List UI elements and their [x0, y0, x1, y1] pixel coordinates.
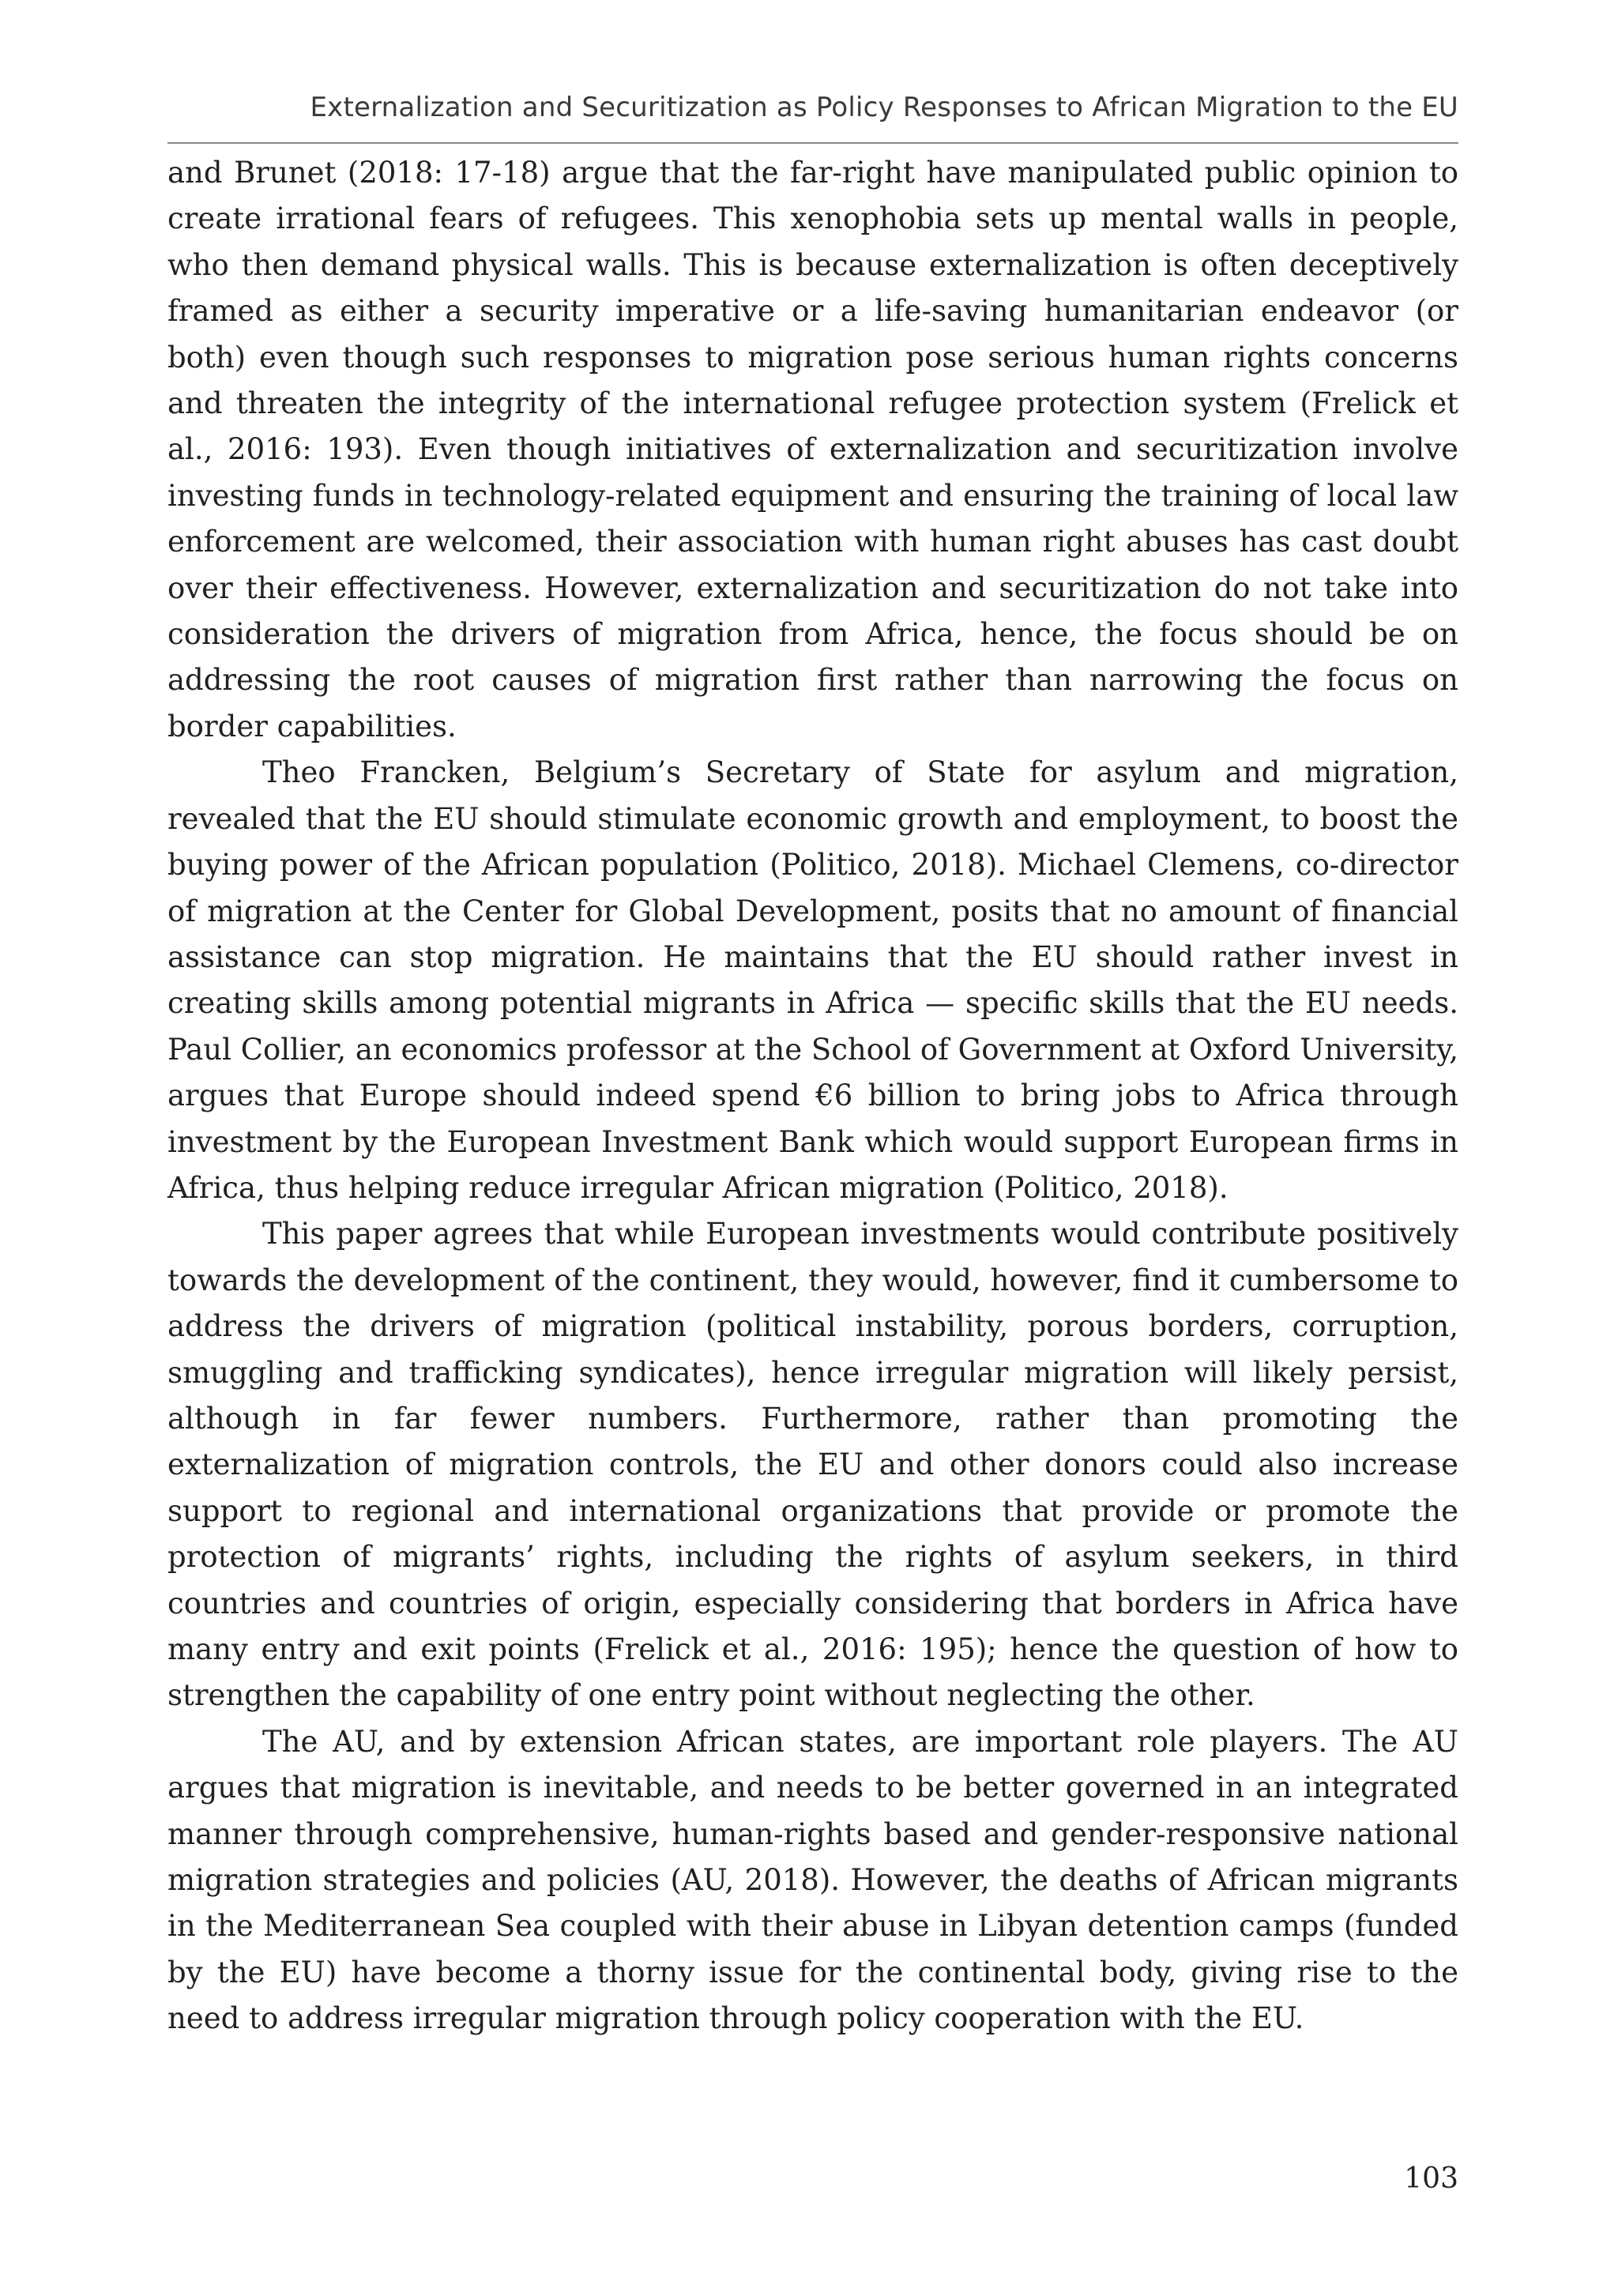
body-text — [167, 150, 1458, 2042]
paragraph-continued: and Brunet (2018: 17-18) argue that the far-right have manipulated public opinion to create irrational fears of refugees. This xenophobia sets up mental walls in people, who then demand physical walls. This is because externalization is often deceptively framed as either a security imperative or a life-saving humanitarian endeavor (or both) even though such responses to migration pose serious human rights concerns and threaten the integrity of the international refugee protection system (Frelick et al., 2016: 193). Even though initiatives of externalization and securitization involve investing funds in technology-related equipment and ensuring the training of local law enforcement are welcomed, their association with human right abuses has cast doubt over their effectiveness. However, externalization and securitization do not take into consideration the drivers of migration from Africa, hence, the focus should be on addressing the root causes of migration first rather than narrowing the focus on border capabilities. — [167, 156, 1458, 743]
paragraph-african-union: The AU, and by extension African states, are important role players. The AU argues that migration is inevitable, and needs to be better governed in an integrated manner through comprehensive, human-rights based and gender-responsive national migration strategies and policies (AU, 2018). However, the deaths of African migrants in the Mediterranean Sea coupled with their abuse in Libyan detention camps (funded by the EU) have become a thorny issue for the continental body, giving rise to the need to address irregular migration through policy cooperation with the EU. — [167, 1724, 1458, 2036]
running-head: Externalization and Securitization as Policy Responses to African Migration to the EU — [167, 92, 1458, 144]
paragraph-francken: Theo Francken, Belgium’s Secretary of State for asylum and migration, revealed that the EU should stimulate economic growth and employment, to boost the buying power of the African population (Politico, 2018). Michael Clemens, co-director of migration at the Center for Global Development, posits that no amount of financial assistance can stop migration. He maintains that the EU should rather invest in creating skills among potential migrants in Africa — specific skills that the EU needs. Paul Collier, an economics professor at the School of Government at Oxford University, argues that Europe should indeed spend €6 billion to bring jobs to Africa through investment by the European Investment Bank which would support European firms in Africa, thus helping reduce irregular African migration (Politico, 2018). — [167, 755, 1458, 1205]
page-number: 103 — [1404, 2162, 1458, 2195]
paragraph-european-investments: This paper agrees that while European investments would contribute positively towards the development of the continent, they would, however, find it cumbersome to address the drivers of migration (political instability, porous borders, corruption, smuggling and trafficking syndicates), hence irregular migration will likely persist, although in far fewer numbers. Furthermore, rather than promoting the externalization of migration controls, the EU and other donors could also increase support to regional and international organizations that provide or promote the protection of migrants’ rights, including the rights of asylum seekers, in third countries and countries of origin, especially considering that borders in Africa have many entry and exit points (Frelick et al., 2016: 195); hence the question of how to strengthen the capability of one entry point without neglecting the other. — [167, 1217, 1458, 1713]
